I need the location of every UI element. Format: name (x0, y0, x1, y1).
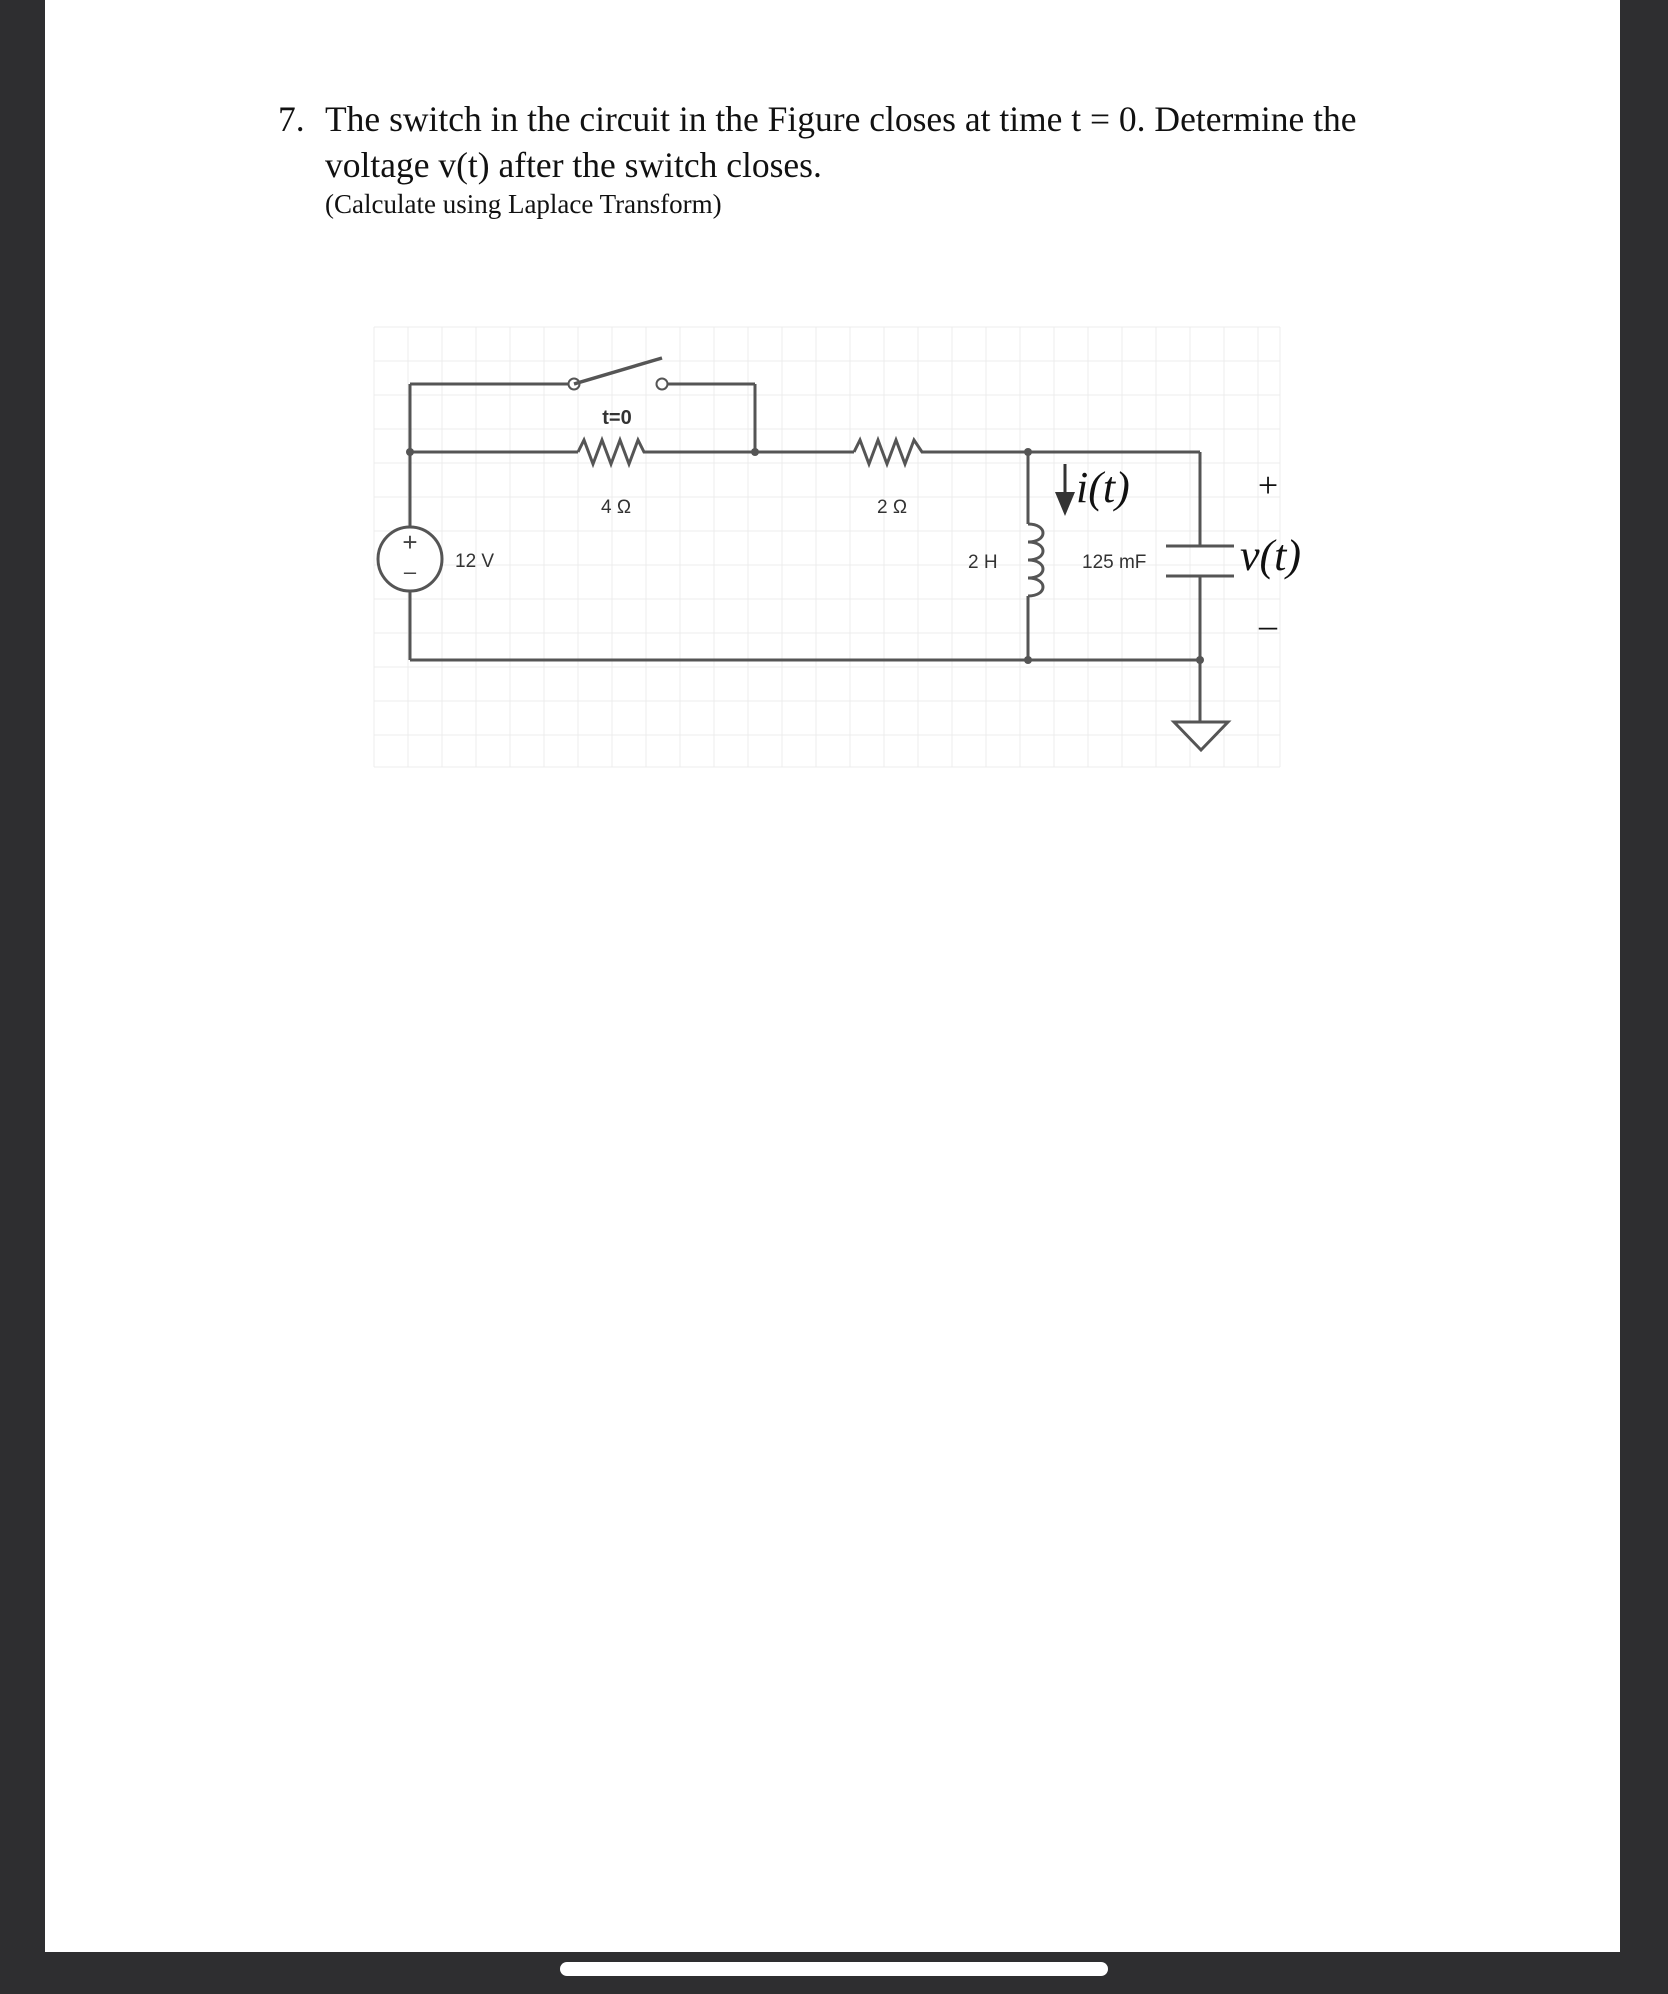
voltage-source (378, 527, 442, 591)
r2-label: 2 Ω (876, 497, 908, 518)
problem-statement (278, 96, 1478, 222)
voltage-label: v(t) (1240, 531, 1302, 580)
document-page (45, 0, 1620, 1952)
problem-note: (Calculate using Laplace Transform) (325, 189, 722, 219)
switch-label: t=0 (602, 407, 632, 429)
problem-text-line-2: voltage v(t) after the switch closes. (325, 145, 822, 185)
home-indicator[interactable] (560, 1962, 1108, 1976)
source-label: 12 V (455, 551, 495, 572)
current-label: i(t) (1076, 463, 1130, 512)
source-minus: – (403, 559, 417, 584)
inductor-label: 2 H (968, 552, 998, 573)
capacitor-label: 125 mF (1082, 552, 1147, 573)
source-plus: + (402, 527, 418, 557)
problem-number: 7. (278, 99, 305, 139)
r1-label: 4 Ω (600, 497, 632, 518)
voltage-plus-sign: + (1257, 465, 1279, 505)
voltage-minus-sign: – (1259, 605, 1277, 645)
problem-text-line-1: The switch in the circuit in the Figure closes at time t = 0. Determine the (325, 99, 1357, 139)
problem-line-1 (278, 96, 1478, 142)
